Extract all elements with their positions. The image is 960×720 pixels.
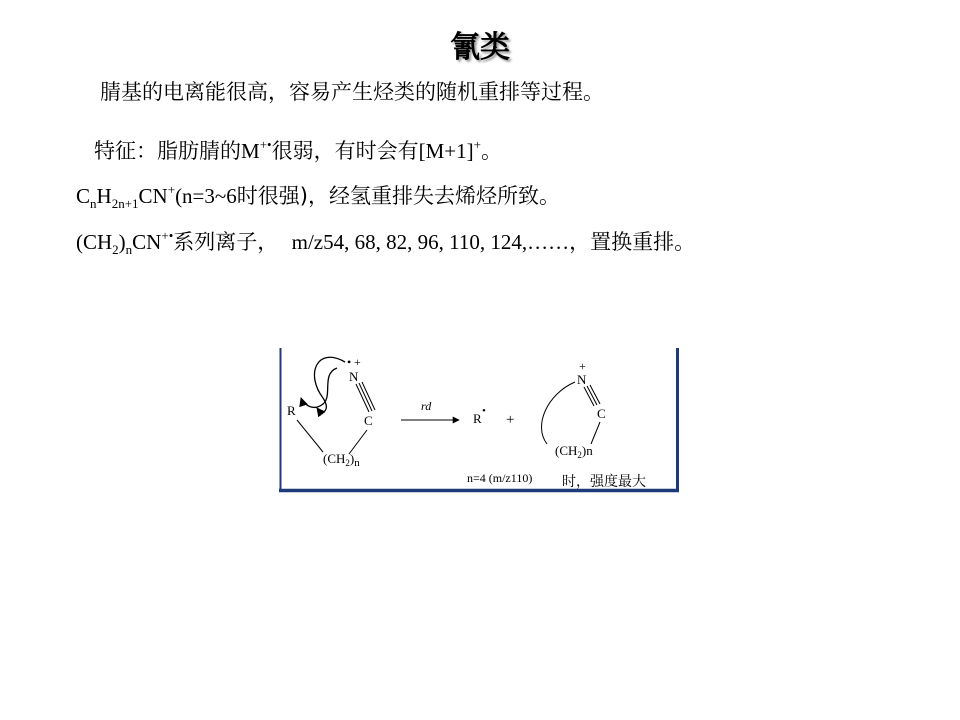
- line4-cn-sup: +•: [161, 228, 174, 243]
- line2-m-sup: +•: [259, 137, 272, 152]
- left-chain-label: $(CH_2)_n$: [323, 451, 360, 469]
- line2-ion-sup: +: [473, 137, 481, 152]
- text-line-4: [76, 226, 695, 258]
- r-radical-label: R: [473, 411, 482, 426]
- caption-text: 时，强度最大: [562, 474, 646, 490]
- line2-m: M: [241, 139, 260, 163]
- arrow-label: rd: [421, 399, 432, 413]
- left-triple-bond-2: [359, 383, 372, 411]
- r-radical-dot: •: [482, 405, 486, 417]
- right-c-label: C: [597, 406, 606, 421]
- text-line-2: [94, 135, 502, 165]
- slide-title: 氰类: [450, 30, 510, 65]
- line3-cn: CN: [138, 184, 168, 208]
- text-line-3: [76, 180, 560, 212]
- line2-end: 。: [480, 139, 502, 163]
- line3-c: C: [76, 184, 91, 208]
- left-triple-bond-1: [356, 384, 369, 412]
- left-r-label: R: [287, 403, 296, 418]
- line4-ch2: (CH: [76, 230, 113, 254]
- line3-h: H: [96, 184, 112, 208]
- line3-h-sub: 2n+1: [111, 196, 139, 211]
- left-n-label: N: [349, 369, 359, 384]
- electron-arrow-inner: [301, 368, 337, 407]
- line3-cn-sup: +: [167, 182, 176, 197]
- right-chain-label: $(CH_2)n$: [555, 443, 593, 460]
- rearrangement-diagram: [279, 348, 681, 493]
- left-r-bond: [297, 420, 323, 452]
- line3-paren: (n=3~6: [175, 184, 237, 208]
- right-n-charge: +: [579, 359, 586, 373]
- line2-mid: 很弱，有时会有: [271, 139, 419, 163]
- left-c-label: C: [364, 413, 373, 428]
- line4-cn: CN: [132, 230, 162, 254]
- right-c-bond: [591, 422, 600, 444]
- line4-end: ，置换重排。: [569, 230, 696, 254]
- line4-series: 系列离子，: [173, 230, 279, 254]
- line4-n-sub: n: [125, 242, 133, 257]
- line2-ion: [M+1]: [418, 139, 474, 163]
- right-ring-arc: [542, 382, 575, 444]
- text-line-1: 腈基的电离能很高，容易产生烃类的随机重排等过程。: [100, 80, 604, 104]
- line4-ch2-sub: 2: [112, 242, 119, 257]
- left-n-dots: •: [347, 355, 352, 369]
- line2-prefix: 特征：脂肪腈的: [94, 139, 241, 163]
- electron-arrow-outer: [314, 357, 345, 411]
- line4-values: m/z54, 68, 82, 96, 110, 124,……: [291, 230, 570, 254]
- line3-text: 时很强)，经氢重排失去烯烃所致。: [236, 184, 560, 208]
- left-n-charge: +: [354, 355, 361, 369]
- right-n-label: N: [577, 372, 587, 387]
- line3-c-sub: n: [90, 196, 97, 211]
- line4-close: ): [118, 230, 126, 254]
- caption-prefix: n=4 (m/z110): [467, 471, 533, 485]
- left-triple-bond-3: [362, 382, 375, 410]
- plus-sign: +: [506, 412, 515, 428]
